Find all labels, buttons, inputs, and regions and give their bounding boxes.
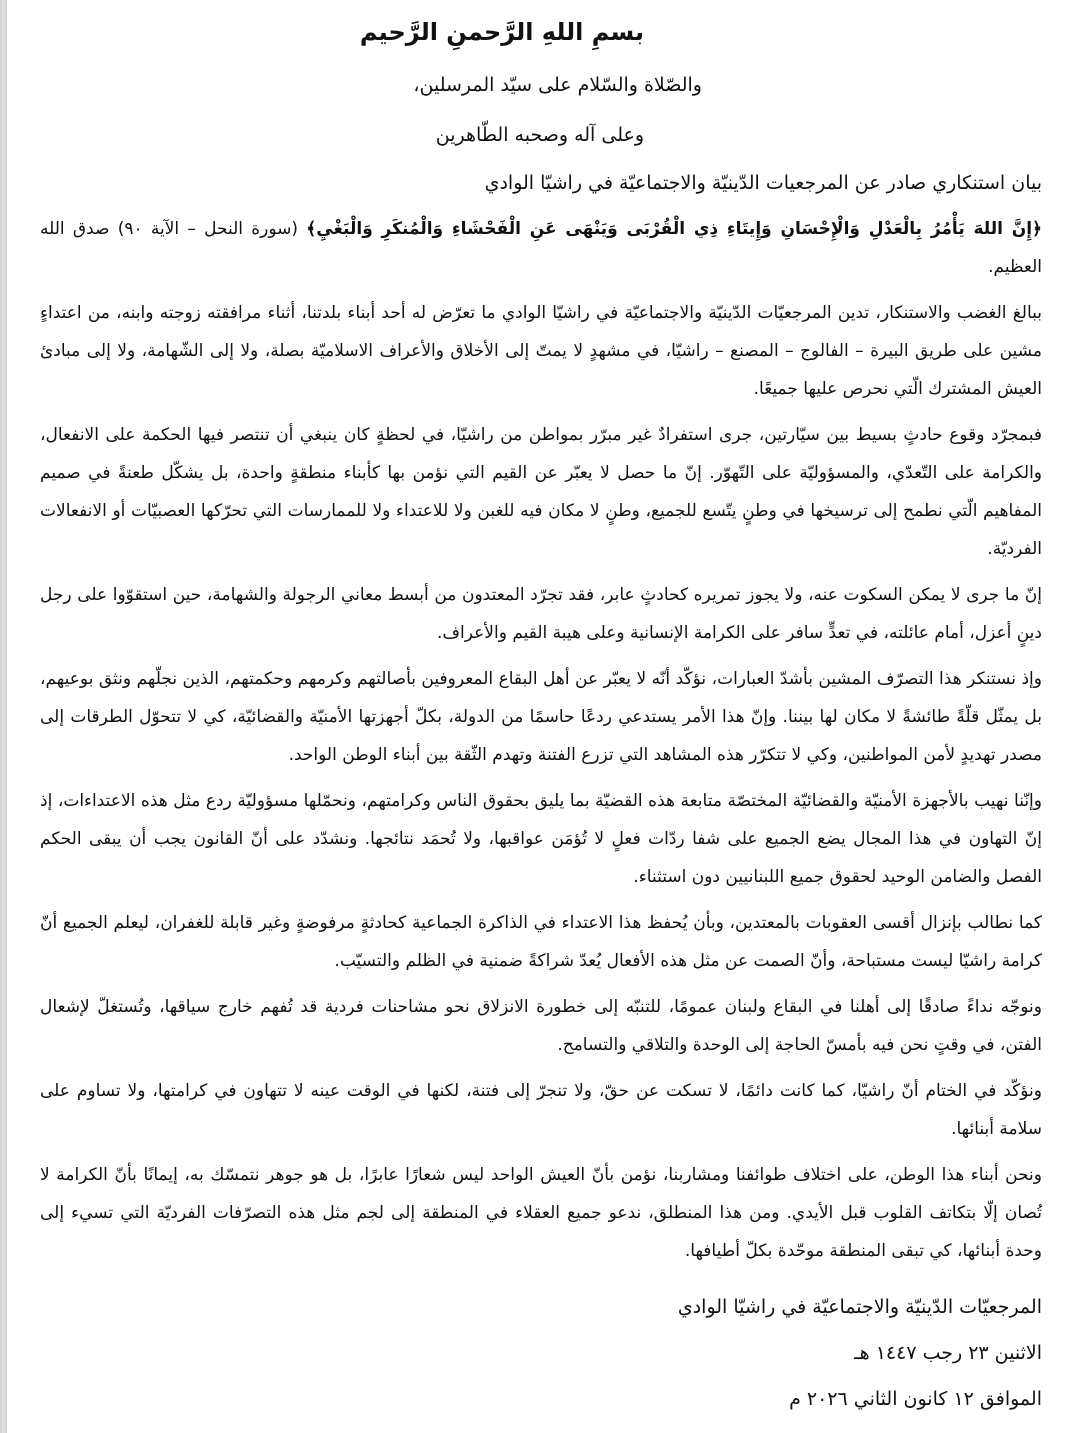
paragraph-incident: فبمجرّد وقوع حادثٍ بسيط بين سيّارتين، جرى استفرادٌ غير مبرّر بمواطن من راشيّا، في لحظةٍ كان ينبغي أن تنتصر فيها الحكمة على الانفعال، والكرامة على التّعدّي، والمسؤوليّة على التّهوّر. إنّ ما حصل لا يعبّر عن القيم التي نؤمن بها كأبناء منطقةٍ واحدة، بل يشكّل طعنةً في صميم المفاهيم الّتي نطمح إلى ترسيخها في وطنٍ يتّسع للجميع، وطنٍ لا مكان فيه للغبن ولا للاعتداء ولا للممارسات التي تحرّكها العصبيّات أو الانفعالات الفرديّة. [40, 425, 1042, 559]
signature-block [678, 1284, 1042, 1422]
salutation-line-2: وعلى آله وصحبه الطّاهرين [435, 124, 644, 146]
quran-verse: ﴿إِنَّ اللهَ يَأْمُرُ بِالْعَدْلِ وَالْإِحْسَانِ وَإِيتَاءِ ذِي الْقُرْبَى وَيَنْهَى عَنِ الْفَحْشَاءِ وَالْمُنكَرِ وَالْبَغْيِ﴾ [306, 219, 1042, 239]
statement-body [40, 210, 1042, 1278]
issuer-name: المرجعيّات الدّينيّة والاجتماعيّة في راشيّا الوادي [677, 1296, 1042, 1318]
salutation-line-1: والصّلاة والسّلام على سيّد المرسلين، [413, 74, 702, 96]
paragraph-condemnation: ببالغ الغضب والاستنكار، تدين المرجعيّات الدّينيّة والاجتماعيّة في راشيّا الوادي ما تعرّض له أحد أبناء بلدتنا، أثناء مرافقته زوجته وابنه، من اعتداءٍ مشين على طريق البيرة – الفالوج – المصنع – راشيّا، في مشهدٍ لا يمتّ إلى الأخلاق والأعراف الاسلاميّة بصلة، ولا إلى الشّهامة، ولا إلى مبادئ العيش المشترك الّتي نحرص عليها جميعًا. [40, 303, 1042, 399]
paragraph-denunciation: وإذ نستنكر هذا التصرّف المشين بأشدّ العبارات، نؤكّد أنّه لا يعبّر عن أهل البقاع المعروفين بأصالتهم وكرمهم وحكمتهم، الذين نجلّهم ونثق بوعيهم، بل يمثّل قلّةً طائشةً لا مكان لها بيننا. وإنّ هذا الأمر يستدعي ردعًا حاسمًا من الدولة، بكلّ أجهزتها الأمنيّة والقضائيّة، كي لا تتحوّل الطرقات إلى مصدر تهديدٍ لأمن المواطنين، وكي لا تتكرّر هذه المشاهد التي تزرع الفتنة وتهدم الثّقة بين أبناء الوطن الواحد. [40, 669, 1042, 765]
verse-reference: (سورة النحل – الآية ٩٠) صدق الله العظيم. [40, 219, 1042, 277]
basmala-heading: بسمِ اللهِ الرَّحمنِ الرَّحيم [359, 18, 644, 46]
gregorian-date: الموافق ١٢ كانون الثاني ٢٠٢٦ م [789, 1388, 1042, 1410]
paragraph-demand-punishment: كما نطالب بإنزال أقسى العقوبات بالمعتدين، وبأن يُحفظ هذا الاعتداء في الذاكرة الجماعية كحادثةٍ مرفوضةٍ وغير قابلة للغفران، ليعلم الجميع أنّ كرامة راشيّا ليست مستباحة، وأنّ الصمت عن مثل هذه الأفعال يُعدّ شراكةً ضمنية في الظلم والتسيّب. [40, 913, 1042, 971]
paragraph-coexistence: ونحن أبناء هذا الوطن، على اختلاف طوائفنا ومشاربنا، نؤمن بأنّ العيش الواحد ليس شعارًا عابرًا، بل هو جوهر نتمسّك به، إيمانًا بأنّ الكرامة لا تُصان إلّا بتكاتف القلوب قبل الأيدي. ومن هذا المنطلق، ندعو جميع العقلاء في المنطقة إلى لجم مثل هذه التصرّفات الفرديّة التي تسيء إلى وحدة أبنائها، كي تبقى المنطقة موحّدة بكلّ أطيافها. [40, 1165, 1042, 1261]
scan-edge-strip [0, 0, 7, 1433]
paragraph-call-on-authorities: وإنّنا نهيب بالأجهزة الأمنيّة والقضائيّة المختصّة متابعة هذه القضيّة بما يليق بحقوق الناس وكرامتهم، ونحمّلها مسؤوليّة ردع مثل هذه الاعتداءات، إذ إنّ التهاون في هذا المجال يضع الجميع على شفا ردّات فعلٍ لا تُؤمَن عواقبها، ولا تُحمَد نتائجها. ونشدّد على أنّ القانون يجب أن يبقى الحكم الفصل والضامن الوحيد لحقوق جميع اللبنانيين دون استثناء. [40, 791, 1042, 887]
hijri-date: الاثنين ٢٣ رجب ١٤٤٧ هـ [854, 1342, 1042, 1364]
paragraph-conclusion: ونؤكّد في الختام أنّ راشيّا، كما كانت دائمًا، لا تسكت عن حقّ، ولا تنجرّ إلى فتنة، لكنها في الوقت عينه لا تتهاون في كرامتها، ولا تساوم على سلامة أبنائها. [40, 1081, 1042, 1139]
quran-verse-paragraph [40, 210, 1042, 286]
statement-title: بيان استنكاري صادر عن المرجعيات الدّينيّة والاجتماعيّة في راشيّا الوادي [484, 172, 1042, 194]
paragraph-cannot-be-silent: إنّ ما جرى لا يمكن السكوت عنه، ولا يجوز تمريره كحادثٍ عابر، فقد تجرّد المعتدون من أبسط معاني الرجولة والشهامة، حين استقوّوا على رجل دينٍ أعزل، أمام عائلته، في تعدٍّ سافر على الكرامة الإنسانية وعلى هيبة القيم والأعراف. [40, 585, 1042, 643]
paragraph-appeal: ونوجّه نداءً صادقًا إلى أهلنا في البقاع ولبنان عمومًا، للتنبّه إلى خطورة الانزلاق نحو مشاحنات فردية قد تُفهم خارج سياقها، وتُستغلّ لإشعال الفتن، في وقتٍ نحن فيه بأمسّ الحاجة إلى الوحدة والتلاقي والتسامح. [40, 997, 1042, 1055]
